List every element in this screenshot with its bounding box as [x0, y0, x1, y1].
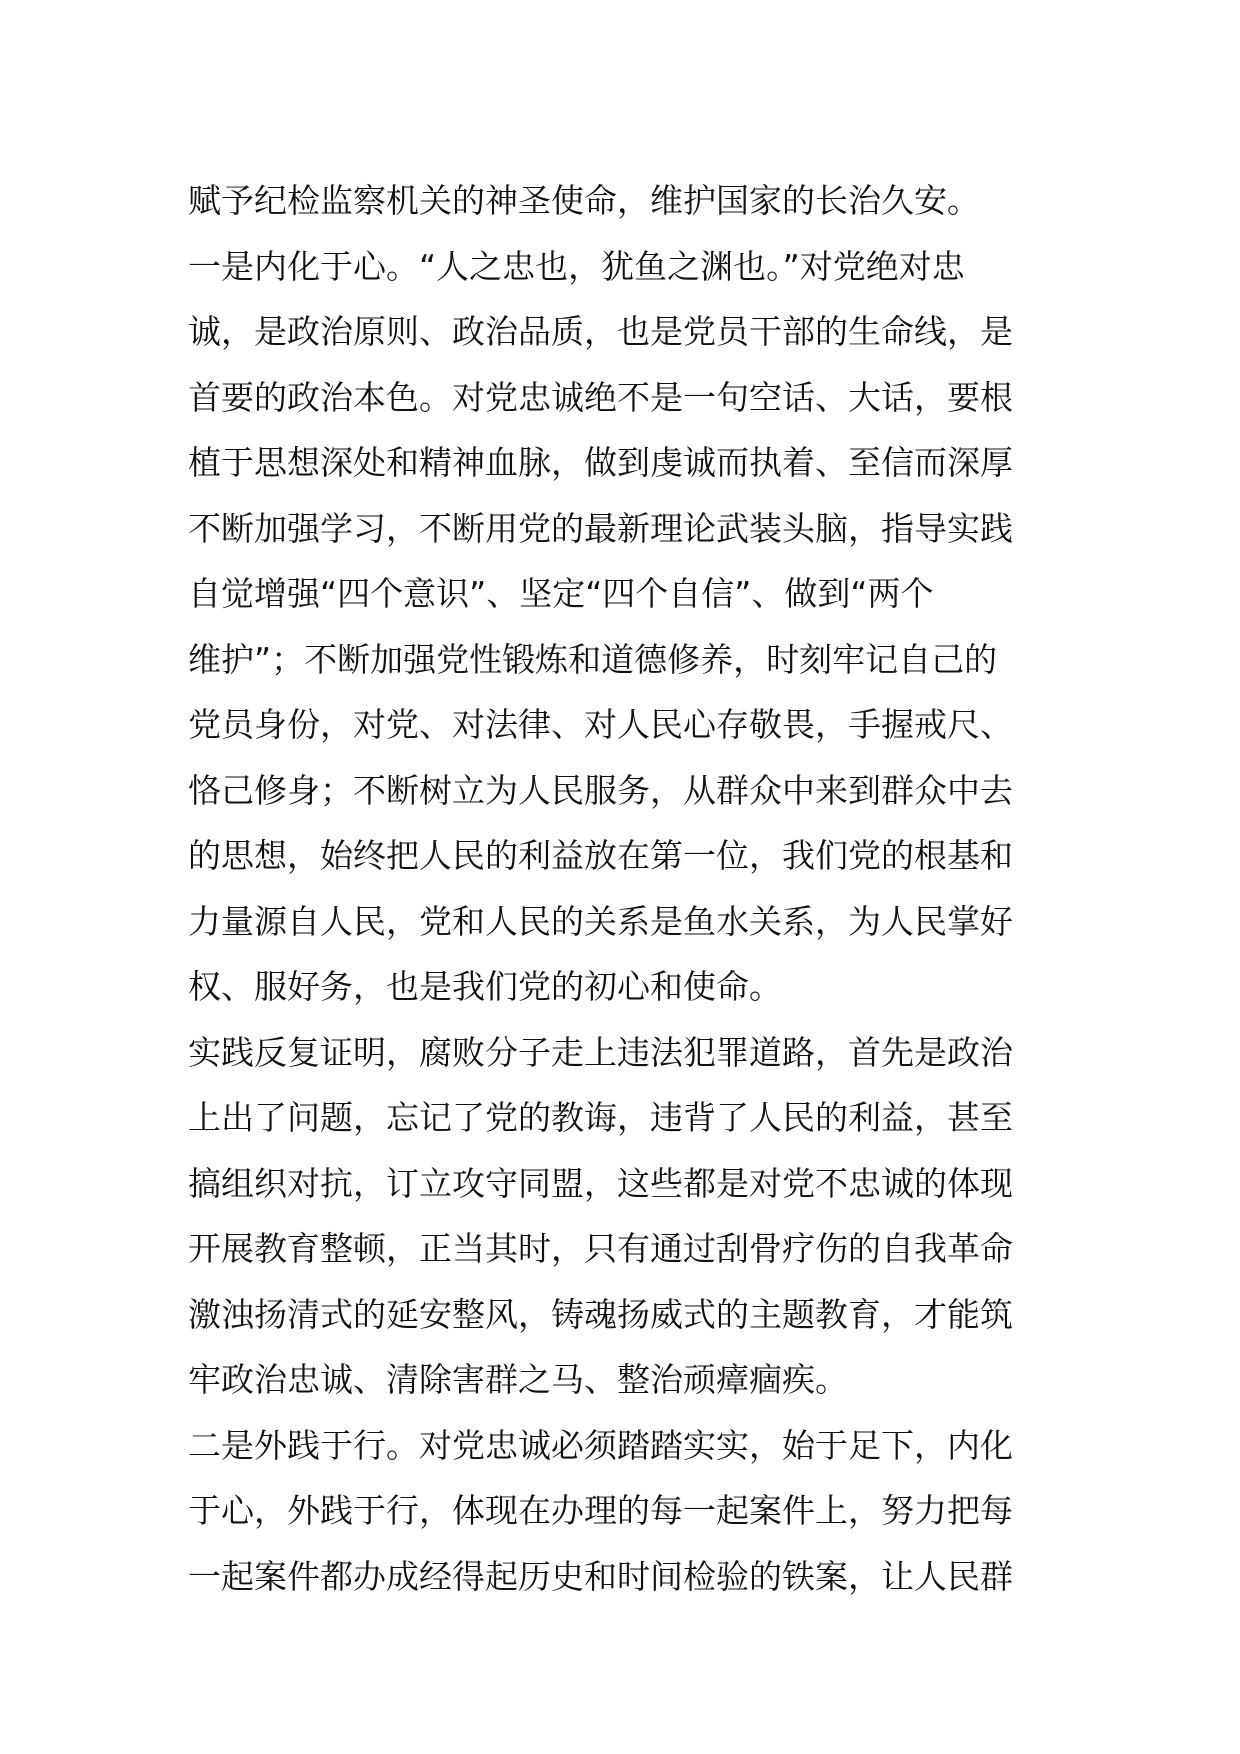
- text-line: 实践反复证明，腐败分子走上违法犯罪道路，首先是政治: [188, 1032, 1013, 1072]
- text-line: 一起案件都办成经得起历史和时间检验的铁案，让人民群: [188, 1556, 1013, 1596]
- text-line: 激浊扬清式的延安整风，铸魂扬威式的主题教育，才能筑: [188, 1294, 1013, 1334]
- text-line: 不断加强学习，不断用党的最新理论武装头脑，指导实践: [188, 508, 1013, 548]
- text-line: 自觉增强“四个意识”、坚定“四个自信”、做到“两个: [188, 574, 934, 613]
- text-line: 首要的政治本色。对党忠诚绝不是一句空话、大话，要根: [188, 377, 1013, 417]
- text-line: 于心，外践于行，体现在办理的每一起案件上，努力把每: [188, 1491, 1013, 1530]
- text-line: 赋予纪检监察机关的神圣使命，维护国家的长治久安。: [188, 181, 980, 220]
- text-line: 恪己修身；不断树立为人民服务，从群众中来到群众中去: [188, 770, 1013, 810]
- text-line: 权、服好务，也是我们党的初心和使命。: [188, 967, 782, 1006]
- text-line: 党员身份，对党、对法律、对人民心存敬畏，手握戒尺、: [188, 705, 1013, 744]
- text-line: 诚，是政治原则、政治品质，也是党员干部的生命线，是: [188, 312, 1013, 351]
- text-line: 植于思想深处和精神血脉，做到虔诚而执着、至信而深厚: [188, 443, 1013, 482]
- text-line: 维护”；不断加强党性锻炼和道德修养，时刻牢记自己的: [188, 639, 998, 679]
- text-line: 的思想，始终把人民的利益放在第一位，我们党的根基和: [188, 836, 1013, 875]
- text-line: 上出了问题，忘记了党的教诲，违背了人民的利益，甚至: [188, 1098, 1013, 1137]
- text-line: 开展教育整顿，正当其时，只有通过刮骨疗伤的自我革命: [188, 1229, 1013, 1268]
- text-line: 二是外践于行。对党忠诚必须踏踏实实，始于足下，内化: [188, 1425, 1013, 1465]
- text-line: 搞组织对抗，订立攻守同盟，这些都是对党不忠诚的体现: [188, 1163, 1013, 1203]
- document-body: [188, 168, 1068, 1609]
- text-line: 一是内化于心。“人之忠也，犹鱼之渊也。”对党绝对忠: [188, 246, 965, 286]
- text-line: 力量源自人民，党和人民的关系是鱼水关系，为人民掌好: [188, 901, 1013, 941]
- text-line: 牢政治忠诚、清除害群之马、整治顽瘴痼疾。: [188, 1360, 848, 1399]
